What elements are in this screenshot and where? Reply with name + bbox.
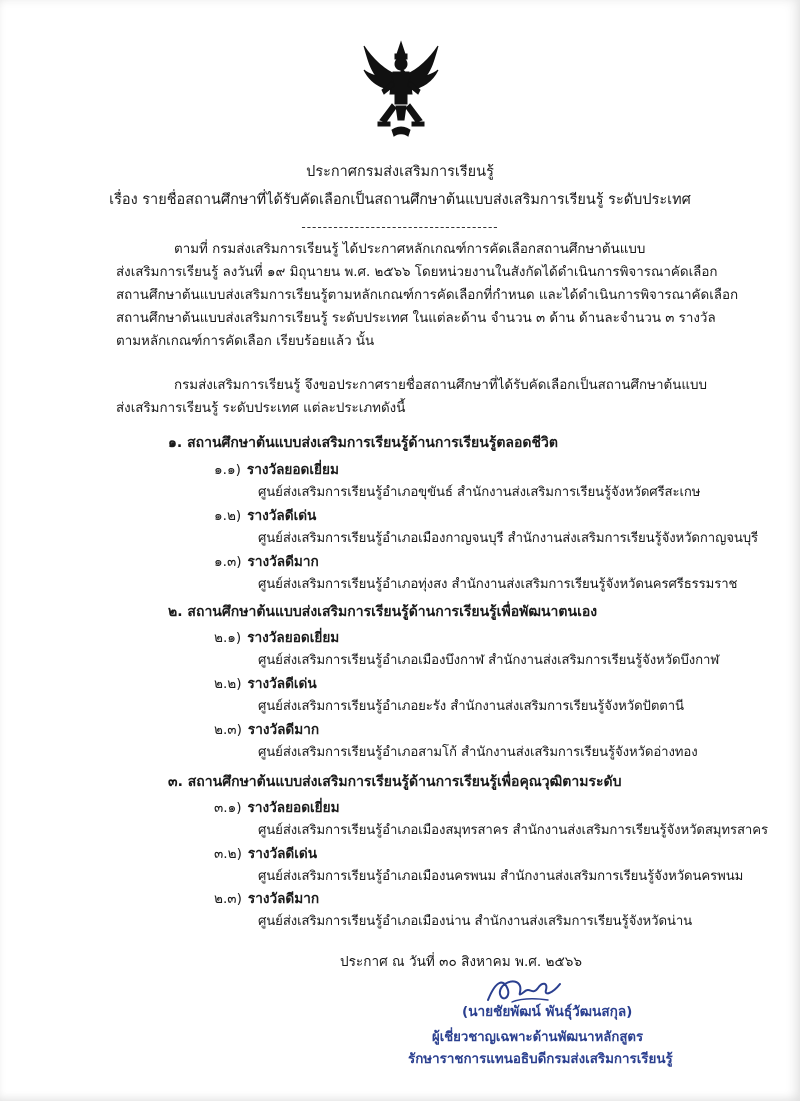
- award-number: ๑.๒): [214, 508, 242, 524]
- award-name: รางวัลดีมาก: [247, 554, 319, 570]
- document-subject: เรื่อง รายชื่อสถานศึกษาที่ได้รับคัดเลือกเป็นสถานศึกษาต้นแบบส่งเสริมการเรียนรู้ ระดับประเทศ: [109, 192, 691, 208]
- paragraph-line: ตามที่ กรมส่งเสริมการเรียนรู้ ได้ประกาศหลักเกณฑ์การคัดเลือกสถานศึกษาต้นแบบ: [174, 242, 646, 257]
- award-number: ๒.๑): [214, 630, 242, 646]
- award-winner: ศูนย์ส่งเสริมการเรียนรู้อำเภอทุ่งสง สำนักงานส่งเสริมการเรียนรู้จังหวัดนครศรีธรรมราช: [258, 577, 738, 592]
- announcement-date: ประกาศ ณ วันที่ ๓๐ สิงหาคม พ.ศ. ๒๕๖๖: [340, 954, 583, 970]
- award-number: ๒.๓): [214, 891, 242, 907]
- award-label: [214, 672, 317, 694]
- award-winner: ศูนย์ส่งเสริมการเรียนรู้อำเภอขุขันธ์ สำนักงานส่งเสริมการเรียนรู้จังหวัดศรีสะเกษ: [258, 485, 701, 500]
- award-label: [214, 718, 319, 740]
- signer-position: ผู้เชี่ยวชาญเฉพาะด้านพัฒนาหลักสูตร: [432, 1030, 644, 1045]
- paragraph-line: สถานศึกษาต้นแบบส่งเสริมการเรียนรู้ตามหลักเกณฑ์การคัดเลือกที่กำหนด และได้ดำเนินการพิจารณาคัดเลือก: [116, 288, 739, 303]
- award-winner: ศูนย์ส่งเสริมการเรียนรู้อำเภอเมืองน่าน สำนักงานส่งเสริมการเรียนรู้จังหวัดน่าน: [258, 914, 693, 929]
- award-label: [214, 796, 340, 818]
- award-winner: ศูนย์ส่งเสริมการเรียนรู้อำเภอเมืองนครพนม สำนักงานส่งเสริมการเรียนรู้จังหวัดนครพนม: [258, 869, 744, 884]
- paragraph-line: ส่งเสริมการเรียนรู้ ระดับประเทศ แต่ละประเภทดังนี้: [116, 401, 406, 416]
- garuda-emblem-icon: [362, 40, 440, 140]
- section-heading: ๓. สถานศึกษาต้นแบบส่งเสริมการเรียนรู้ด้านการเรียนรู้เพื่อคุณวุฒิตามระดับ: [168, 774, 622, 790]
- paragraph-line: ตามหลักเกณฑ์การคัดเลือก เรียบร้อยแล้ว นั้น: [116, 334, 375, 349]
- section-heading: ๒. สถานศึกษาต้นแบบส่งเสริมการเรียนรู้ด้านการเรียนรู้เพื่อพัฒนาตนเอง: [168, 604, 598, 620]
- paragraph-line: กรมส่งเสริมการเรียนรู้ จึงขอประกาศรายชื่อสถานศึกษาที่ได้รับคัดเลือกเป็นสถานศึกษาต้นแบบ: [174, 378, 707, 393]
- paragraph-line: ส่งเสริมการเรียนรู้ ลงวันที่ ๑๙ มิถุนายน พ.ศ. ๒๕๖๖ โดยหน่วยงานในสังกัดได้ดำเนินการพิจารณาคัดเลือก: [116, 265, 718, 280]
- intro-paragraph: [116, 238, 756, 353]
- award-number: ๑.๓): [214, 554, 242, 570]
- award-winner: ศูนย์ส่งเสริมการเรียนรู้อำเภอยะรัง สำนักงานส่งเสริมการเรียนรู้จังหวัดปัตตานี: [258, 699, 684, 714]
- award-number: ๒.๒): [214, 676, 242, 692]
- award-number: ๓.๑): [214, 800, 242, 816]
- award-label: [214, 458, 339, 480]
- award-name: รางวัลดีมาก: [247, 722, 320, 738]
- signer-name: (นายชัยพัฒน์ พันธุ์วัฒนสกุล): [462, 1004, 633, 1020]
- section-heading: ๑. สถานศึกษาต้นแบบส่งเสริมการเรียนรู้ด้านการเรียนรู้ตลอดชีวิต: [168, 435, 558, 451]
- paragraph-line: สถานศึกษาต้นแบบส่งเสริมการเรียนรู้ ระดับประเทศ ในแต่ละด้าน จำนวน ๓ ด้าน ด้านละจำนวน ๓ รางวัล: [116, 311, 716, 326]
- award-name: รางวัลดีเด่น: [247, 676, 317, 692]
- divider: -------------------------------------: [301, 220, 499, 234]
- award-label: [214, 550, 319, 572]
- award-name: รางวัลดีเด่น: [247, 846, 318, 862]
- award-number: ๒.๓): [214, 722, 242, 738]
- award-name: รางวัลดีเด่น: [247, 508, 317, 524]
- announcement-paragraph: [116, 374, 756, 420]
- signer-acting-title: รักษาราชการแทนอธิบดีกรมส่งเสริมการเรียนรู้: [408, 1052, 673, 1067]
- award-winner: ศูนย์ส่งเสริมการเรียนรู้อำเภอเมืองสมุทรสาคร สำนักงานส่งเสริมการเรียนรู้จังหวัดสมุทรสาคร: [258, 823, 768, 838]
- award-label: [214, 887, 319, 909]
- award-name: รางวัลยอดเยี่ยม: [247, 800, 340, 816]
- award-name: รางวัลดีมาก: [247, 891, 320, 907]
- award-winner: ศูนย์ส่งเสริมการเรียนรู้อำเภอสามโก้ สำนักงานส่งเสริมการเรียนรู้จังหวัดอ่างทอง: [258, 745, 698, 760]
- award-label: [214, 504, 316, 526]
- award-winner: ศูนย์ส่งเสริมการเรียนรู้อำเภอเมืองกาญจนบุรี สำนักงานส่งเสริมการเรียนรู้จังหวัดกาญจนบุรี: [258, 531, 759, 546]
- award-winner: ศูนย์ส่งเสริมการเรียนรู้อำเภอเมืองบึงกาฬ สำนักงานส่งเสริมการเรียนรู้จังหวัดบึงกาฬ: [258, 653, 720, 668]
- award-name: รางวัลยอดเยี่ยม: [247, 630, 340, 646]
- award-label: [214, 842, 317, 864]
- award-number: ๑.๑): [214, 462, 241, 478]
- award-label: [214, 626, 339, 648]
- award-name: รางวัลยอดเยี่ยม: [246, 462, 339, 478]
- award-number: ๓.๒): [214, 846, 242, 862]
- page-title: ประกาศกรมส่งเสริมการเรียนรู้: [306, 164, 494, 180]
